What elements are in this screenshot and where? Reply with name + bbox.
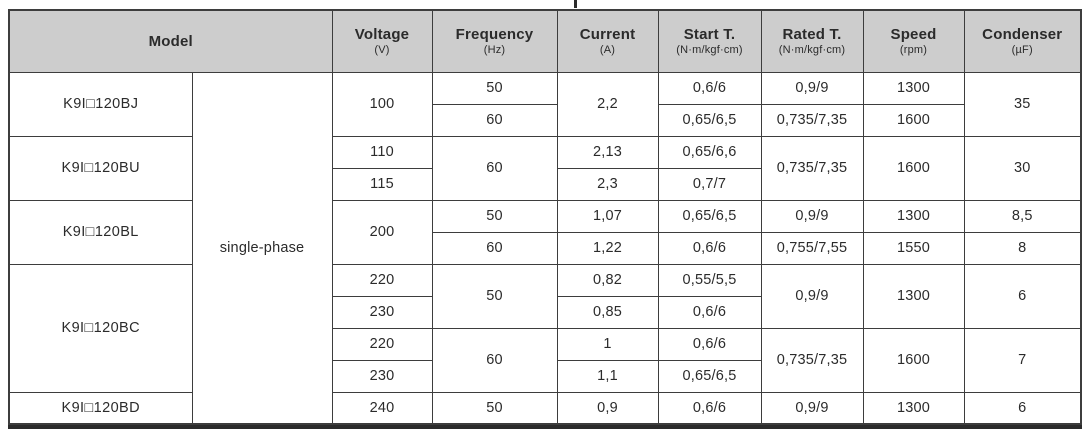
column-unit: (N·m/kgf·cm)	[778, 43, 846, 56]
start-torque-cell: 0,6/6	[658, 392, 761, 424]
condenser-cell: 8	[964, 232, 1081, 264]
column-title: Frequency	[455, 25, 534, 43]
column-header-voltage	[332, 10, 432, 72]
start-torque-cell: 0,6/6	[658, 328, 761, 360]
table-row	[9, 200, 1081, 232]
frequency-cell: 60	[432, 136, 557, 200]
spec-table-header	[9, 10, 1081, 72]
frequency-cell: 50	[432, 72, 557, 104]
column-header-start-torque	[658, 10, 761, 72]
column-title: Start T.	[683, 25, 736, 43]
column-unit: (Hz)	[483, 43, 506, 56]
speed-cell: 1300	[863, 264, 964, 328]
current-cell: 1	[557, 328, 658, 360]
column-unit: (V)	[374, 43, 390, 56]
column-header-rated-torque	[761, 10, 863, 72]
column-header-current	[557, 10, 658, 72]
voltage-cell: 110	[332, 136, 432, 168]
voltage-cell: 200	[332, 200, 432, 264]
frequency-cell: 60	[432, 232, 557, 264]
rated-torque-cell: 0,9/9	[761, 200, 863, 232]
condenser-cell: 7	[964, 328, 1081, 392]
current-cell: 2,13	[557, 136, 658, 168]
start-torque-cell: 0,6/6	[658, 72, 761, 104]
column-unit: (rpm)	[899, 43, 928, 56]
speed-cell: 1600	[863, 328, 964, 392]
column-unit: (N·m/kgf·cm)	[676, 43, 743, 56]
column-title: Condenser	[982, 25, 1063, 43]
crop-artifact-tick	[574, 0, 577, 8]
table-row	[9, 392, 1081, 424]
model-cell: K9I□120BL	[9, 200, 192, 264]
spec-table-wrapper	[8, 9, 1082, 429]
condenser-cell: 6	[964, 264, 1081, 328]
condenser-cell: 8,5	[964, 200, 1081, 232]
frequency-cell: 50	[432, 264, 557, 328]
speed-cell: 1550	[863, 232, 964, 264]
speed-cell: 1600	[863, 136, 964, 200]
column-title: Rated T.	[782, 25, 842, 43]
column-header-speed	[863, 10, 964, 72]
current-cell: 0,85	[557, 296, 658, 328]
speed-cell: 1300	[863, 72, 964, 104]
column-title: Voltage	[354, 25, 410, 43]
phase-cell: single-phase	[192, 72, 332, 424]
start-torque-cell: 0,7/7	[658, 168, 761, 200]
table-row	[9, 72, 1081, 104]
frequency-cell: 50	[432, 392, 557, 424]
speed-cell: 1300	[863, 200, 964, 232]
start-torque-cell: 0,65/6,5	[658, 200, 761, 232]
current-cell: 2,2	[557, 72, 658, 136]
model-cell: K9I□120BC	[9, 264, 192, 392]
current-cell: 1,07	[557, 200, 658, 232]
model-cell: K9I□120BJ	[9, 72, 192, 136]
current-cell: 0,82	[557, 264, 658, 296]
voltage-cell: 230	[332, 360, 432, 392]
current-cell: 0,9	[557, 392, 658, 424]
voltage-cell: 220	[332, 264, 432, 296]
column-header-condenser	[964, 10, 1081, 72]
frequency-cell: 60	[432, 328, 557, 392]
column-unit: (A)	[599, 43, 616, 56]
rated-torque-cell: 0,735/7,35	[761, 136, 863, 200]
condenser-cell: 35	[964, 72, 1081, 136]
rated-torque-cell: 0,755/7,55	[761, 232, 863, 264]
model-cell: K9I□120BU	[9, 136, 192, 200]
voltage-cell: 240	[332, 392, 432, 424]
frequency-cell: 50	[432, 200, 557, 232]
frequency-cell: 60	[432, 104, 557, 136]
header-row	[9, 10, 1081, 72]
voltage-cell: 115	[332, 168, 432, 200]
start-torque-cell: 0,65/6,5	[658, 360, 761, 392]
rated-torque-cell: 0,735/7,35	[761, 328, 863, 392]
column-unit: (µF)	[1011, 43, 1033, 56]
current-cell: 1,1	[557, 360, 658, 392]
rated-torque-cell: 0,735/7,35	[761, 104, 863, 136]
voltage-cell: 220	[332, 328, 432, 360]
model-cell: K9I□120BD	[9, 392, 192, 424]
voltage-cell: 100	[332, 72, 432, 136]
column-title: Current	[579, 25, 636, 43]
rated-torque-cell: 0,9/9	[761, 72, 863, 104]
start-torque-cell: 0,55/5,5	[658, 264, 761, 296]
rated-torque-cell: 0,9/9	[761, 264, 863, 328]
start-torque-cell: 0,65/6,5	[658, 104, 761, 136]
column-title: Speed	[890, 25, 937, 43]
current-cell: 2,3	[557, 168, 658, 200]
speed-cell: 1600	[863, 104, 964, 136]
start-torque-cell: 0,6/6	[658, 232, 761, 264]
condenser-cell: 30	[964, 136, 1081, 200]
column-header-frequency	[432, 10, 557, 72]
voltage-cell: 230	[332, 296, 432, 328]
rated-torque-cell: 0,9/9	[761, 392, 863, 424]
condenser-cell: 6	[964, 392, 1081, 424]
column-title: Model	[148, 32, 193, 50]
speed-cell: 1300	[863, 392, 964, 424]
start-torque-cell: 0,6/6	[658, 296, 761, 328]
table-row	[9, 136, 1081, 168]
spec-table-body	[9, 72, 1081, 424]
column-header-model	[9, 10, 332, 72]
start-torque-cell: 0,65/6,6	[658, 136, 761, 168]
current-cell: 1,22	[557, 232, 658, 264]
table-row	[9, 264, 1081, 296]
motor-spec-table	[8, 9, 1082, 425]
